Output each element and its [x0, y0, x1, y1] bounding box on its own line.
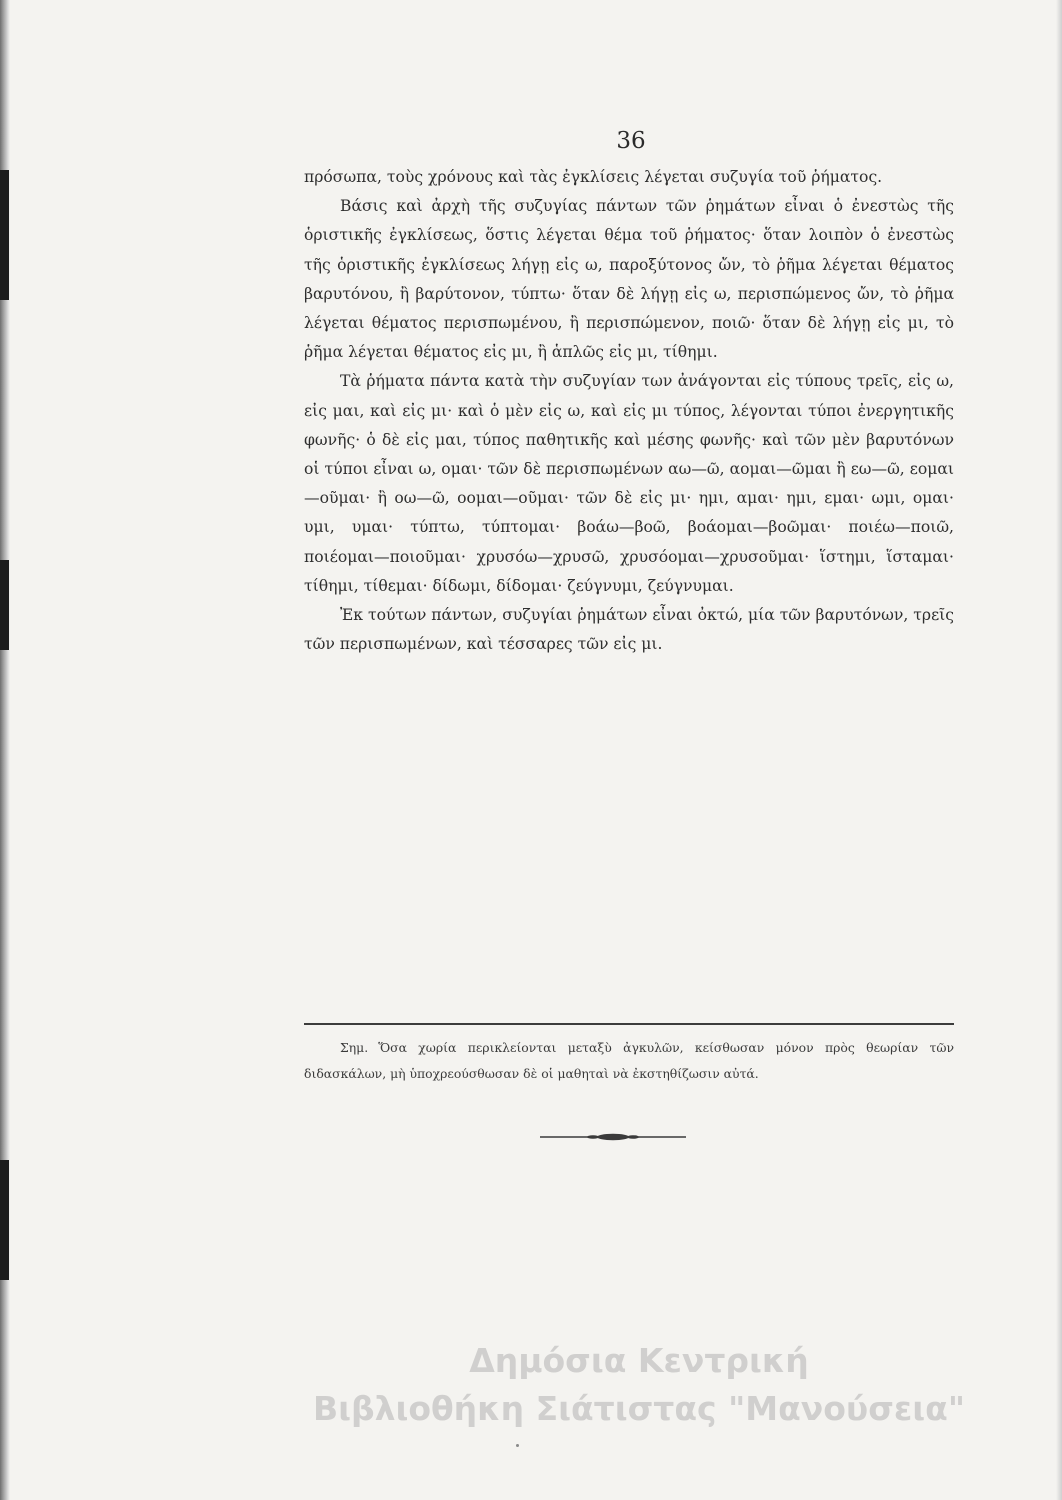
page-number: 36 — [616, 128, 646, 154]
paragraph: Τὰ ῥήματα πάντα κατὰ τὴν συζυγίαν των ἀνάγονται εἰς τύπους τρεῖς, εἰς ω, εἰς μαι, καὶ εἰς μι· καὶ ὁ μὲν εἰς ω, καὶ εἰς μι τύπος, λέγονται τύποι ἐνεργητικῆς φωνῆς· ὁ δὲ εἰς μαι, τύπος παθητικῆς καὶ μέσης φωνῆς· καὶ τῶν μὲν βαρυτόνων οἱ τύποι εἶναι ω, ομαι· τῶν δὲ περισπωμένων αω—ῶ, αομαι—ῶμαι ἢ εω—ῶ, εομαι—οῦμαι· ἢ οω—ῶ, οομαι—οῦμαι· τῶν δὲ εἰς μι· ημι, αμαι· ημι, εμαι· ωμι, ομαι· υμι, υμαι· τύπτω, τύπτομαι· βοάω—βοῶ, βοάομαι—βοῶμαι· ποιέω—ποιῶ, ποιέομαι—ποιοῦμαι· χρυσόω—χρυσῶ, χρυσόομαι—χρυσοῦμαι· ἵστημι, ἵσταμαι· τίθημι, τίθεμαι· δίδωμι, δίδομαι· ζεύγνυμι, ζεύγνυμαι. — [304, 372, 954, 595]
speck — [516, 1444, 519, 1447]
library-watermark — [244, 1337, 1034, 1433]
body-text — [304, 163, 954, 659]
binding-shadow-mark — [0, 170, 9, 300]
binding-shadow-mark — [0, 1160, 9, 1280]
footnote-separator-rule — [304, 1023, 954, 1025]
footnote-text: Ὅσα χωρία περικλείονται μεταξὺ ἀγκυλῶν, κείσθωσαν μόνον πρὸς θεωρίαν τῶν διδασκάλων, μὴ ὑποχρεούσθωσαν δὲ οἱ μαθηταὶ νὰ ἐκστηθίζωσιν αὐτά. — [304, 1040, 954, 1081]
watermark-line: Δημόσια Κεντρική — [469, 1341, 809, 1380]
ornament-divider-icon — [538, 1132, 688, 1142]
binding-shadow-mark — [0, 560, 9, 650]
watermark-line: Βιβλιοθήκη Σιάτιστας "Μανούσεια" — [312, 1389, 966, 1428]
footnote — [304, 1035, 954, 1087]
footnote-label: Σημ. — [340, 1040, 369, 1055]
page-right-edge — [1056, 0, 1062, 1500]
paragraph: πρόσωπα, τοὺς χρόνους καὶ τὰς ἐγκλίσεις λέγεται συζυγία τοῦ ῥήματος. — [304, 168, 883, 186]
paragraph: Βάσις καὶ ἀρχὴ τῆς συζυγίας πάντων τῶν ῥημάτων εἶναι ὁ ἐνεστὼς τῆς ὁριστικῆς ἐγκλίσεως, ὅστις λέγεται θέμα τοῦ ῥήματος· ὅταν λοιπὸν ὁ ἐνεστὼς τῆς ὁριστικῆς ἐγκλίσεως λήγῃ εἰς ω, παροξύτονος ὤν, τὸ ῥῆμα λέγεται θέματος βαρυτόνου, ἢ βαρύτονον, τύπτω· ὅταν δὲ λήγῃ εἰς ω, περισπώμενος ὤν, τὸ ῥῆμα λέγεται θέματος περισπωμένου, ἢ περισπώμενον, ποιῶ· ὅταν δὲ λήγῃ εἰς μι, τὸ ῥῆμα λέγεται θέματος εἰς μι, ἢ ἁπλῶς εἰς μι, τίθημι. — [304, 197, 954, 362]
paragraph: Ἐκ τούτων πάντων, συζυγίαι ῥημάτων εἶναι ὀκτώ, μία τῶν βαρυτόνων, τρεῖς τῶν περισπωμένων, καὶ τέσσαρες τῶν εἰς μι. — [304, 606, 955, 654]
